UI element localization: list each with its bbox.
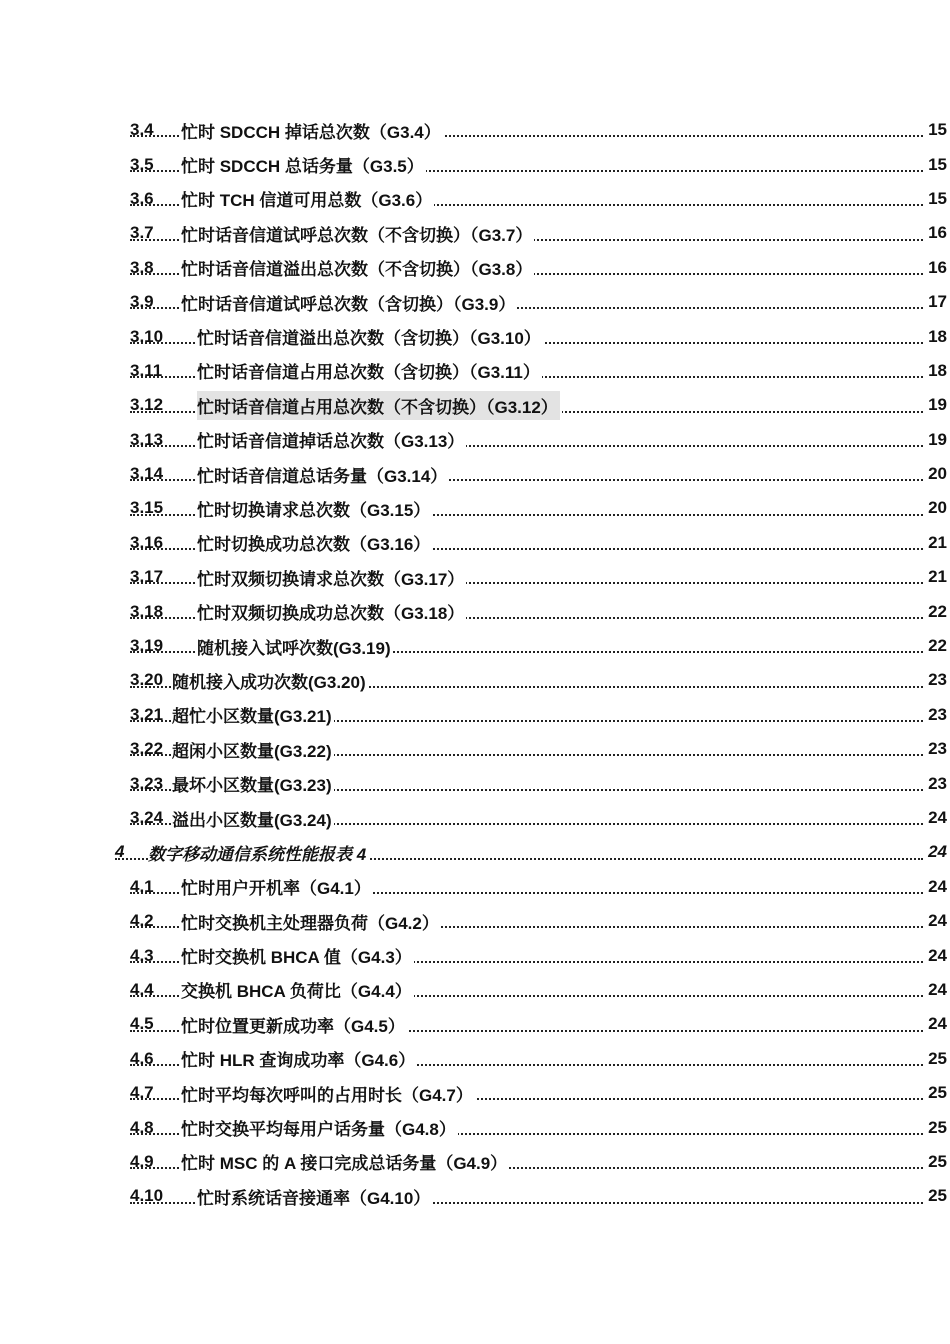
- toc-entry-title: [172, 663, 368, 697]
- toc-entry-title-text: 忙时切换请求总次数（G3.15）: [197, 500, 431, 520]
- toc-entry-number: 3.9: [130, 292, 154, 312]
- toc-entry-title: [181, 182, 434, 216]
- toc-entry-title-text: 超闲小区数量(G3.22): [172, 741, 332, 761]
- toc-entry[interactable]: [0, 354, 950, 388]
- toc-entry-number: 4.1: [130, 876, 154, 896]
- toc-entry-page: 16: [926, 251, 947, 285]
- toc-entry-title-text: 忙时话音信道溢出总次数（含切换）（G3.10）: [197, 329, 541, 349]
- toc-entry[interactable]: [0, 904, 950, 938]
- toc-entry-number: 3.24: [130, 808, 164, 827]
- toc-entry-page: 20: [926, 491, 947, 525]
- toc-entry-page: 25: [926, 1110, 947, 1144]
- toc-entry-page: 15: [926, 147, 947, 181]
- toc-entry-title: [197, 629, 393, 663]
- toc-entry-title: [172, 698, 334, 732]
- toc-entry-number: 3.14: [130, 464, 164, 484]
- toc-entry-page: 24: [926, 801, 947, 835]
- toc-entry-title-text: 超忙小区数量(G3.21): [172, 707, 332, 727]
- toc-entry-number: 3.22: [130, 739, 164, 759]
- toc-entry-title: [172, 801, 334, 835]
- toc-entry-title-text: 忙时 SDCCH 总话务量（G3.5）: [181, 157, 424, 177]
- toc-entry-title-text: 忙时话音信道溢出总次数（不含切换）（G3.8）: [181, 260, 533, 280]
- toc-entry-title: [181, 1007, 407, 1041]
- toc-entry-title-text: 最坏小区数量(G3.23): [172, 776, 332, 796]
- toc-entry-title-text: 忙时平均每次呼叫的占用时长（G4.7）: [181, 1085, 473, 1105]
- toc-entry[interactable]: [0, 216, 950, 250]
- toc-entry-title-text: 忙时话音信道试呼总次数（不含切换）（G3.7）: [181, 225, 533, 245]
- toc-entry-title: [181, 285, 517, 319]
- toc-entry-title-text: 随机接入试呼次数(G3.19): [197, 638, 391, 658]
- toc-entry-number: 3.23: [130, 773, 164, 793]
- toc-entry-page: 23: [926, 663, 947, 697]
- toc-entry-title: [172, 766, 334, 800]
- toc-entry-number: 3.8: [130, 257, 154, 277]
- toc-entry[interactable]: [0, 319, 950, 353]
- toc-entry-title-text: 忙时交换机主处理器负荷（G4.2）: [181, 913, 439, 933]
- toc-entry-title-text: 忙时话音信道试呼总次数（含切换）（G3.9）: [181, 294, 516, 314]
- toc-entry-title: [197, 354, 542, 388]
- toc-entry[interactable]: [0, 801, 950, 835]
- toc-chapter-entry[interactable]: [0, 835, 950, 869]
- toc-entry-title: [197, 388, 562, 422]
- toc-entry-title-text: 忙时交换机 BHCA 值（G4.3）: [181, 948, 412, 968]
- toc-entry-page: 15: [926, 182, 947, 216]
- toc-entry-number: 4.6: [130, 1048, 154, 1068]
- toc-entry-title-text: 忙时位置更新成功率（G4.5）: [181, 1016, 405, 1036]
- toc-entry-page: 15: [926, 113, 947, 147]
- toc-entry[interactable]: [0, 1110, 950, 1144]
- toc-entry[interactable]: [0, 1042, 950, 1076]
- toc-entry-title: [181, 1076, 475, 1110]
- toc-entry[interactable]: [0, 560, 950, 594]
- toc-entry-number: 4.9: [130, 1151, 154, 1171]
- toc-entry-page: 24: [926, 870, 947, 904]
- toc-entry[interactable]: [0, 423, 950, 457]
- toc-entry-title-text: 忙时双频切换请求总次数（G3.17）: [197, 569, 465, 589]
- toc-entry[interactable]: [0, 491, 950, 525]
- toc-entry[interactable]: [0, 1145, 950, 1179]
- toc-entry-title-text: 忙时 SDCCH 掉话总次数（G3.4）: [181, 122, 441, 142]
- toc-entry-title: [197, 423, 466, 457]
- toc-entry-title: [181, 938, 414, 972]
- toc-entry-number: 4.2: [130, 911, 154, 931]
- toc-entry-number: 3.4: [130, 120, 154, 140]
- toc-entry-page: 24: [926, 835, 947, 869]
- toc-entry[interactable]: [0, 594, 950, 628]
- toc-entry-title: [148, 835, 368, 869]
- toc-entry[interactable]: [0, 1076, 950, 1110]
- toc-entry-number: 3.13: [130, 429, 164, 449]
- toc-entry-title-text: 忙时系统话音接通率（G4.10）: [197, 1188, 431, 1208]
- toc-entry-page: 21: [926, 526, 947, 560]
- toc-entry-title: [181, 973, 414, 1007]
- toc-entry-title: [197, 560, 466, 594]
- toc-entry-number: 4.5: [130, 1014, 154, 1034]
- toc-entry[interactable]: [0, 388, 950, 422]
- toc-entry[interactable]: [0, 182, 950, 216]
- toc-entry[interactable]: [0, 251, 950, 285]
- toc-entry-title-text: 忙时 MSC 的 A 接口完成总话务量（G4.9）: [181, 1154, 508, 1174]
- toc-entry-number: 4: [115, 842, 125, 862]
- toc-entry-title-text: 忙时话音信道占用总次数（含切换）（G3.11）: [197, 363, 540, 383]
- toc-entry-number: 3.7: [130, 223, 154, 243]
- toc-entry-title-text: 忙时话音信道掉话总次数（G3.13）: [197, 432, 465, 452]
- toc-entry-title: [197, 1179, 432, 1213]
- toc-entry-title: [181, 251, 534, 285]
- toc-entry-title-text: 忙时 TCH 信道可用总数（G3.6）: [181, 191, 433, 211]
- toc-entry-page: 17: [926, 285, 947, 319]
- toc-entry-title: [172, 732, 334, 766]
- toc-entry[interactable]: [0, 698, 950, 732]
- toc-entry-page: 25: [926, 1042, 947, 1076]
- toc-entry-title-text: 忙时话音信道占用总次数（不含切换）（G3.12）: [197, 391, 560, 420]
- toc-entry-page: 20: [926, 457, 947, 491]
- toc-entry-title-text: 交换机 BHCA 负荷比（G4.4）: [181, 982, 412, 1002]
- toc-entry-title-text: 忙时话音信道总话务量（G3.14）: [197, 466, 448, 486]
- toc-entry-title-text: 随机接入成功次数(G3.20): [172, 672, 366, 692]
- toc-entry-page: 19: [926, 388, 947, 422]
- toc-entry-title: [181, 147, 426, 181]
- toc-entry-number: 3.16: [130, 532, 164, 552]
- toc-entry-number: 3.21: [130, 704, 164, 724]
- toc-entry-title: [181, 870, 373, 904]
- toc-entry[interactable]: [0, 1179, 950, 1213]
- toc-entry-page: 25: [926, 1145, 947, 1179]
- toc-entry-number: 4.8: [130, 1117, 154, 1137]
- toc-entry-number: 4.3: [130, 945, 154, 965]
- toc-entry-page: 18: [926, 354, 947, 388]
- toc-entry-title: [181, 1042, 417, 1076]
- toc-entry-number: 3.17: [130, 567, 164, 587]
- toc-entry-page: 25: [926, 1076, 947, 1110]
- toc-entry-number: 3.5: [130, 154, 154, 174]
- toc-entry[interactable]: [0, 629, 950, 663]
- toc-entry-number: 4.10: [130, 1186, 164, 1206]
- table-of-contents: [0, 113, 950, 1214]
- toc-entry-title-text: 忙时用户开机率（G4.1）: [181, 879, 371, 899]
- toc-entry-number: 3.18: [130, 601, 164, 621]
- toc-entry-page: 25: [926, 1179, 947, 1213]
- toc-entry-title: [197, 319, 543, 353]
- toc-entry-title-text: 数字移动通信系统性能报表 4: [148, 844, 367, 864]
- toc-entry-page: 24: [926, 1007, 947, 1041]
- toc-entry[interactable]: [0, 526, 950, 560]
- toc-entry-title: [197, 491, 432, 525]
- toc-entry-number: 3.15: [130, 498, 164, 518]
- toc-entry-page: 24: [926, 938, 947, 972]
- toc-entry[interactable]: [0, 732, 950, 766]
- toc-entry-number: 3.11: [130, 360, 163, 380]
- toc-entry-number: 3.12: [130, 395, 164, 415]
- toc-entry-page: 24: [926, 973, 947, 1007]
- toc-entry-title: [197, 594, 466, 628]
- toc-entry-page: 19: [926, 423, 947, 457]
- toc-entry-number: 4.7: [130, 1083, 154, 1103]
- toc-entry-number: 3.19: [130, 636, 164, 656]
- toc-entry[interactable]: [0, 285, 950, 319]
- toc-entry[interactable]: [0, 663, 950, 697]
- toc-entry[interactable]: [0, 147, 950, 181]
- toc-entry-page: 21: [926, 560, 947, 594]
- toc-entry-number: 4.4: [130, 979, 154, 999]
- toc-entry[interactable]: [0, 457, 950, 491]
- toc-entry-title: [181, 904, 441, 938]
- toc-entry-page: 22: [926, 629, 947, 663]
- toc-entry-title: [197, 457, 449, 491]
- toc-entry[interactable]: [0, 938, 950, 972]
- toc-entry-number: 3.6: [130, 188, 154, 208]
- toc-entry[interactable]: [0, 1007, 950, 1041]
- toc-entry-title: [197, 526, 432, 560]
- toc-entry-title: [181, 1110, 458, 1144]
- toc-entry-title-text: 忙时交换平均每用户话务量（G4.8）: [181, 1120, 456, 1140]
- toc-entry-title: [181, 1145, 509, 1179]
- toc-entry-title-text: 忙时 HLR 查询成功率（G4.6）: [181, 1051, 416, 1071]
- toc-entry-page: 23: [926, 732, 947, 766]
- toc-entry-page: 23: [926, 766, 947, 800]
- toc-entry[interactable]: [0, 973, 950, 1007]
- toc-entry-number: 3.10: [130, 326, 164, 346]
- toc-entry-title-text: 忙时切换成功总次数（G3.16）: [197, 535, 431, 555]
- toc-entry-title-text: 忙时双频切换成功总次数（G3.18）: [197, 604, 465, 624]
- toc-entry-page: 24: [926, 904, 947, 938]
- toc-entry-page: 18: [926, 319, 947, 353]
- toc-entry[interactable]: [0, 766, 950, 800]
- toc-entry[interactable]: [0, 870, 950, 904]
- toc-entry-page: 22: [926, 594, 947, 628]
- toc-entry-number: 3.20: [130, 670, 164, 690]
- toc-entry-title: [181, 113, 443, 147]
- toc-entry-title-text: 溢出小区数量(G3.24): [172, 810, 332, 830]
- toc-entry-page: 23: [926, 698, 947, 732]
- toc-entry-page: 16: [926, 216, 947, 250]
- toc-entry-title: [181, 216, 534, 250]
- toc-entry[interactable]: [0, 113, 950, 147]
